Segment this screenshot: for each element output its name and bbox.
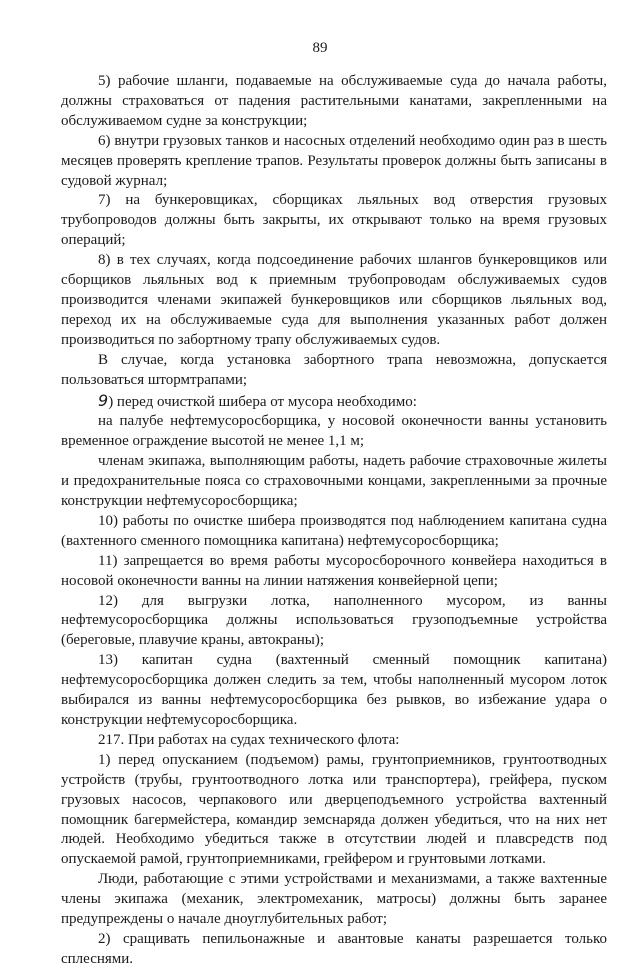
paragraph: 8) в тех случаях, когда подсоединение рабочих шлангов бункеровщиков или сборщиков льяльных вод к приемным трубопроводам обслуживаемых судов производится членами экипажей бункеровщиков или сборщиков льяльных вод, переход их на обслуживаемые суда для выполнения указанных работ должен производиться по забортному трапу обслуживаемых судов. — [61, 252, 607, 348]
paragraph: 2) сращивать пепильонажные и авантовые канаты разрешается только сплеснями. — [61, 930, 607, 967]
paragraph: 7) на бункеровщиках, сборщиках льяльных вод отверстия грузовых трубопроводов должны быть закрыты, их открывают только на время грузовых операций; — [61, 192, 607, 249]
paragraph: 6) внутри грузовых танков и насосных отделений необходимо один раз в шесть месяцев проверять крепление трапов. Результаты проверок должны быть записаны в судовой журнал; — [61, 132, 607, 189]
paragraph: 11) запрещается во время работы мусоросборочного конвейера находиться в носовой оконечности ванны на линии натяжения конвейерной цепи; — [61, 552, 607, 589]
paragraph: на палубе нефтемусоросборщика, у носовой оконечности ванны установить временное ограждение высотой не менее 1,1 м; — [61, 413, 607, 450]
handwritten-number: 9 — [98, 390, 109, 410]
paragraph: 10) работы по очистке шибера производятся под наблюдением капитана судна (вахтенного сменного помощника капитана) нефтемусоросборщика; — [61, 512, 607, 549]
paragraph: В случае, когда установка забортного трапа невозможна, допускается пользоваться штормтрапами; — [61, 351, 607, 388]
paragraph: 13) капитан судна (вахтенный сменный помощник капитана) нефтемусоросборщика должен следить за тем, чтобы наполненный мусором лоток выбирался из ванны нефтемусоросборщика без рывков, во избежание удара о конструкции нефтемусоросборщика. — [61, 652, 607, 728]
page-number: 89 — [312, 40, 328, 56]
paragraph: 217. При работах на судах технического флота: — [98, 731, 400, 748]
paragraph: 12) для выгрузки лотка, наполненного мусором, из ванны нефтемусоросборщика должны использоваться грузоподъемные устройства (береговые, плавучие краны, автокраны); — [61, 592, 607, 649]
paragraph: Люди, работающие с этими устройствами и механизмами, а также вахтенные члены экипажа (механик, электромеханик, матросы) должны быть заранее предупреждены о начале дноуглубительных работ; — [61, 871, 607, 928]
document-body — [61, 72, 607, 970]
paragraph: членам экипажа, выполняющим работы, надеть рабочие страховочные жилеты и предохранительные пояса со страховочными концами, закрепленными за прочные конструкции нефтемусоросборщика; — [61, 453, 607, 510]
paragraph: 1) перед опусканием (подъемом) рамы, грунтоприемников, грунтоотводных устройств (трубы, грунтоотводного лотка или транспортера), грейфера, пуском грузовых насосов, черпакового или дверцеподъемного устройства вахтенный помощник багермейстера, командир земснаряда должен убедиться, что на них нет людей. Необходимо убедиться также в отсутствии людей и плавсредств под опускаемой рамой, грунтоприемниками, грейфером и грунтовыми лотками. — [61, 751, 607, 868]
paragraph-text: ) перед очисткой шибера от мусора необходимо: — [108, 393, 417, 410]
paragraph — [61, 391, 607, 413]
paragraph: 5) рабочие шланги, подаваемые на обслуживаемые суда до начала работы, должны страховаться от падения растительными канатами, закрепленными на обслуживаемом судне за конструкции; — [61, 73, 607, 129]
